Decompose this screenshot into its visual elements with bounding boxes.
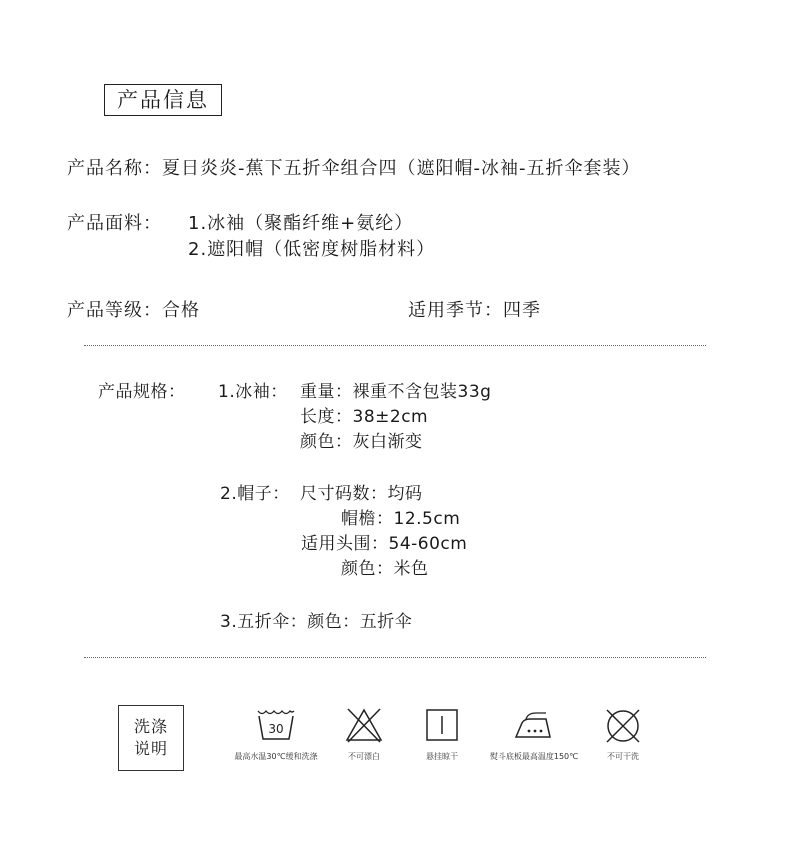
- hat-brim: [341, 507, 460, 531]
- hang-dry-icon: [424, 707, 460, 743]
- brim-value: 12.5cm: [393, 509, 461, 529]
- umbrella-row: [220, 610, 412, 634]
- head-value: 54-60cm: [388, 534, 468, 554]
- color-label: 颜色：: [300, 432, 353, 452]
- weight-label: 重量：: [300, 382, 353, 402]
- care-label-no-bleach: 不可漂白: [348, 752, 380, 761]
- section-title: 产品信息: [104, 84, 222, 116]
- material-item-2: 2.遮阳帽（低密度树脂材料）: [188, 239, 436, 260]
- care-label-iron: 熨斗底板最高温度150℃: [489, 752, 579, 761]
- wash-30-icon: [256, 707, 296, 743]
- weight-value: 裸重不含包装33g: [352, 382, 492, 402]
- ice-sleeve-color: [300, 430, 423, 454]
- season-label: 适用季节：: [408, 300, 503, 321]
- care-label-hang-dry: 悬挂晾干: [426, 752, 458, 761]
- care-title-box: [118, 705, 184, 771]
- size-value: 均码: [387, 484, 423, 504]
- spec-label: 产品规格：: [98, 382, 186, 402]
- hat-size: [300, 482, 423, 506]
- ice-sleeve-length: [300, 405, 428, 429]
- color-value: 米色: [393, 559, 429, 579]
- no-dry-clean-icon: [604, 707, 642, 745]
- care-title-line1: 洗涤: [133, 717, 168, 736]
- care-label-wash: 最高水温30℃缓和洗涤: [234, 752, 318, 761]
- divider-top: [84, 345, 706, 346]
- wash-temp-number: 30: [268, 722, 284, 736]
- grade-value: 合格: [162, 300, 200, 321]
- color-label: 颜色：: [307, 612, 360, 632]
- care-title-line2: 说明: [133, 739, 168, 758]
- length-value: 38±2cm: [352, 407, 429, 427]
- color-label: 颜色：: [341, 559, 394, 579]
- season-row: [408, 299, 541, 323]
- iron-150-icon: [512, 707, 556, 743]
- product-name-value: 夏日炎炎-蕉下五折伞组合四（遮阳帽-冰袖-五折伞套装）: [162, 158, 641, 179]
- material-label: 产品面料：: [67, 213, 162, 234]
- length-label: 长度：: [300, 407, 353, 427]
- size-label: 尺寸码数：: [300, 484, 388, 504]
- product-name-label: 产品名称：: [67, 158, 162, 179]
- spec-ice-sleeve-title: 1.冰袖：: [218, 382, 288, 402]
- care-label-no-dry-clean: 不可干洗: [607, 752, 639, 761]
- hat-color: [341, 557, 429, 581]
- grade-label: 产品等级：: [67, 300, 162, 321]
- product-name-row: [67, 157, 640, 181]
- umbrella-title: 3.五折伞：: [220, 612, 308, 632]
- no-bleach-icon: [344, 707, 384, 743]
- brim-label: 帽檐：: [341, 509, 394, 529]
- hat-head-size: [301, 532, 467, 556]
- color-value: 灰白渐变: [352, 432, 423, 452]
- material-item-1: 1.冰袖（聚酯纤维+氨纶）: [188, 213, 414, 234]
- ice-sleeve-weight: [300, 380, 491, 404]
- spec-hat-title: 2.帽子：: [220, 484, 290, 504]
- divider-bottom: [84, 657, 706, 658]
- head-label: 适用头围：: [301, 534, 389, 554]
- grade-row: [67, 299, 200, 323]
- color-value: 五折伞: [359, 612, 413, 632]
- season-value: 四季: [503, 300, 541, 321]
